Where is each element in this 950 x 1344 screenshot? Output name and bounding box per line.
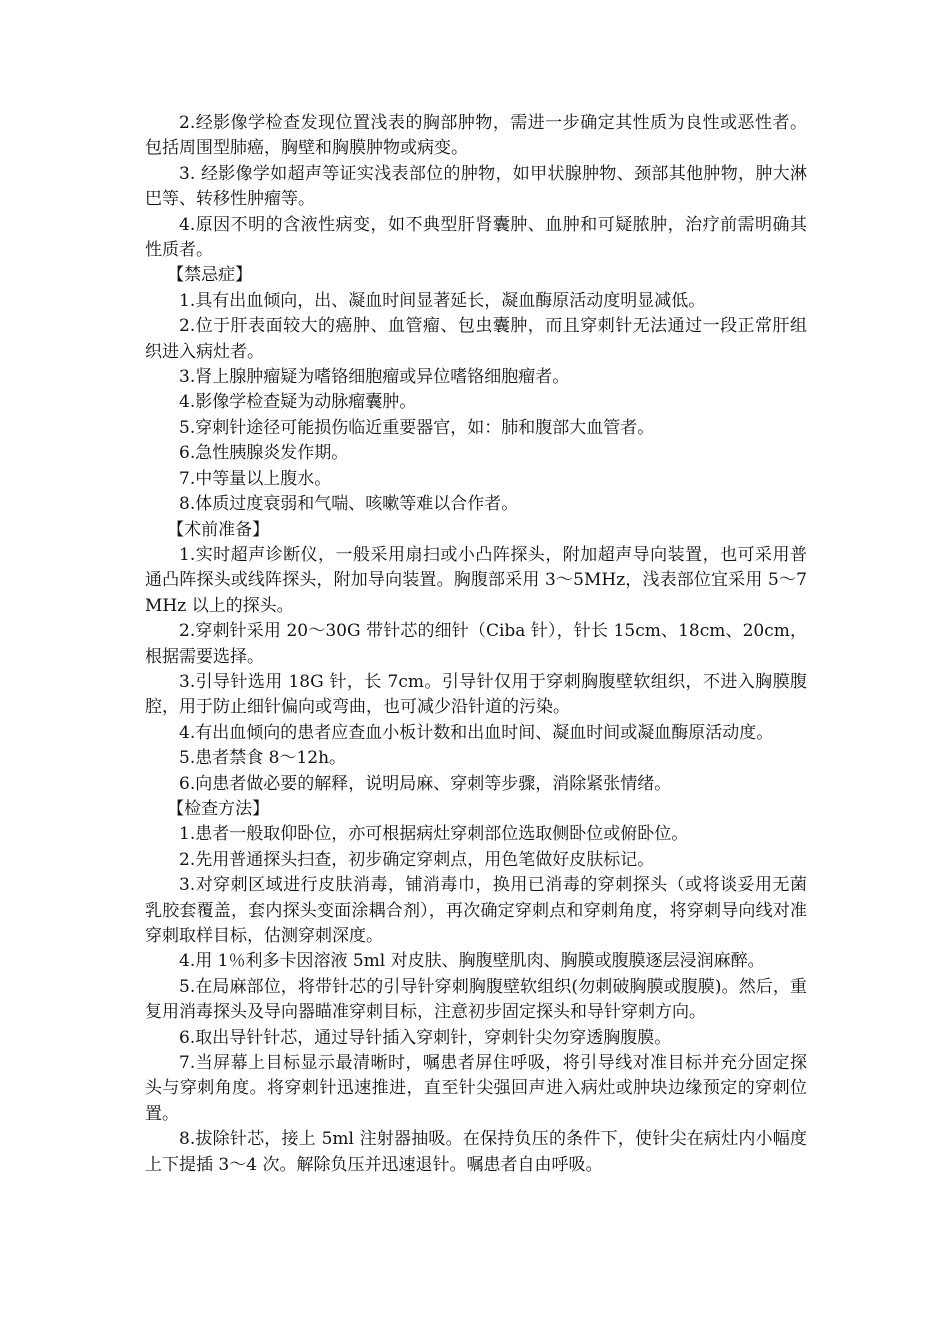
- preparation-item-5: 5.患者禁食 8～12h。: [179, 748, 347, 769]
- contraindication-item-1: 1.具有出血倾向，出、凝血时间显著延长，凝血酶原活动度明显减低。: [179, 290, 706, 311]
- method-item-6: 6.取出导针针芯，通过导针插入穿刺针，穿刺针尖勿穿透胸腹膜。: [179, 1027, 672, 1048]
- preparation-item-4: 4.有出血倾向的患者应查血小板计数和出血时间、凝血时间或凝血酶原活动度。: [179, 722, 774, 743]
- section-heading-preparation: 【术前准备】: [167, 519, 270, 540]
- contraindication-item-8: 8.体质过度衰弱和气喘、咳嗽等难以合作者。: [179, 494, 519, 515]
- method-item-1: 1.患者一般取仰卧位，亦可根据病灶穿刺部位选取侧卧位或俯卧位。: [179, 824, 689, 845]
- contraindication-item-3: 3.肾上腺肿瘤疑为嗜铬细胞瘤或异位嗜铬细胞瘤者。: [179, 367, 570, 388]
- contraindication-item-6: 6.急性胰腺炎发作期。: [179, 443, 349, 464]
- method-item-4: 4.用 1％利多卡因溶液 5ml 对皮肤、胸腹壁肌肉、胸膜或腹膜逐层浸润麻醉。: [179, 951, 765, 972]
- method-item-2: 2.先用普通探头扫查，初步确定穿刺点，用色笔做好皮肤标记。: [179, 849, 655, 870]
- contraindication-item-2: 2.位于肝表面较大的癌肿、血管瘤、包虫囊肿，而且穿刺针无法通过一段正常肝组织进入病灶者。: [145, 316, 807, 362]
- preparation-item-2: 2.穿刺针采用 20～30G 带针芯的细针（Ciba 针），针长 15cm、18cm、20cm，根据需要选择。: [145, 621, 807, 667]
- preparation-item-1: 1.实时超声诊断仪，一般采用扇扫或小凸阵探头，附加超声导向装置，也可采用普通凸阵探头或线阵探头，附加导向装置。胸腹部采用 3～5MHz，浅表部位宜采用 5～7MHz 以上的探头。: [145, 544, 807, 616]
- document-body: [145, 111, 807, 1178]
- preparation-item-3: 3.引导针选用 18G 针，长 7cm。引导针仅用于穿刺胸腹壁软组织，不进入胸膜腹腔，用于防止细针偏向或弯曲，也可减少沿针道的污染。: [145, 671, 807, 718]
- contraindication-item-5: 5.穿刺针途径可能损伤临近重要器官，如：肺和腹部大血管者。: [179, 417, 655, 438]
- contraindication-item-7: 7.中等量以上腹水。: [179, 468, 332, 489]
- indication-item-2: 2.经影像学检查发现位置浅表的胸部肿物，需进一步确定其性质为良性或恶性者。包括周围型肺癌，胸壁和胸膜肿物或病变。: [145, 113, 807, 159]
- indication-item-4: 4.原因不明的含液性病变，如不典型肝肾囊肿、血肿和可疑脓肿，治疗前需明确其性质者。: [145, 214, 807, 261]
- section-heading-contraindications: 【禁忌症】: [167, 265, 253, 286]
- indication-item-3: 3. 经影像学如超声等证实浅表部位的肿物，如甲状腺肿物、颈部其他肿物，肿大淋巴等、转移性肿瘤等。: [145, 163, 807, 210]
- contraindication-item-4: 4.影像学检查疑为动脉瘤囊肿。: [179, 392, 417, 413]
- section-heading-method: 【检查方法】: [167, 798, 270, 819]
- preparation-item-6: 6.向患者做必要的解释，说明局麻、穿刺等步骤，消除紧张情绪。: [179, 773, 672, 794]
- method-item-7: 7.当屏幕上目标显示最清晰时，嘱患者屏住呼吸，将引导线对准目标并充分固定探头与穿刺角度。将穿刺针迅速推进，直至针尖强回声进入病灶或肿块边缘预定的穿刺位置。: [145, 1053, 807, 1124]
- method-item-8: 8.拔除针芯，接上 5ml 注射器抽吸。在保持负压的条件下，使针尖在病灶内小幅度上下提插 3～4 次。解除负压并迅速退针。嘱患者自由呼吸。: [145, 1129, 807, 1175]
- method-item-3: 3.对穿刺区域进行皮肤消毒，铺消毒巾，换用已消毒的穿刺探头（或将谈妥用无菌乳胶套覆盖，套内探头变面涂耦合剂），再次确定穿刺点和穿刺角度，将穿刺导向线对准穿刺取样目标，估测穿刺深度。: [145, 875, 807, 946]
- method-item-5: 5.在局麻部位，将带针芯的引导针穿刺胸腹壁软组织(勿刺破胸膜或腹膜)。然后，重复用消毒探头及导向器瞄准穿刺目标，注意初步固定探头和导针穿刺方向。: [145, 976, 807, 1023]
